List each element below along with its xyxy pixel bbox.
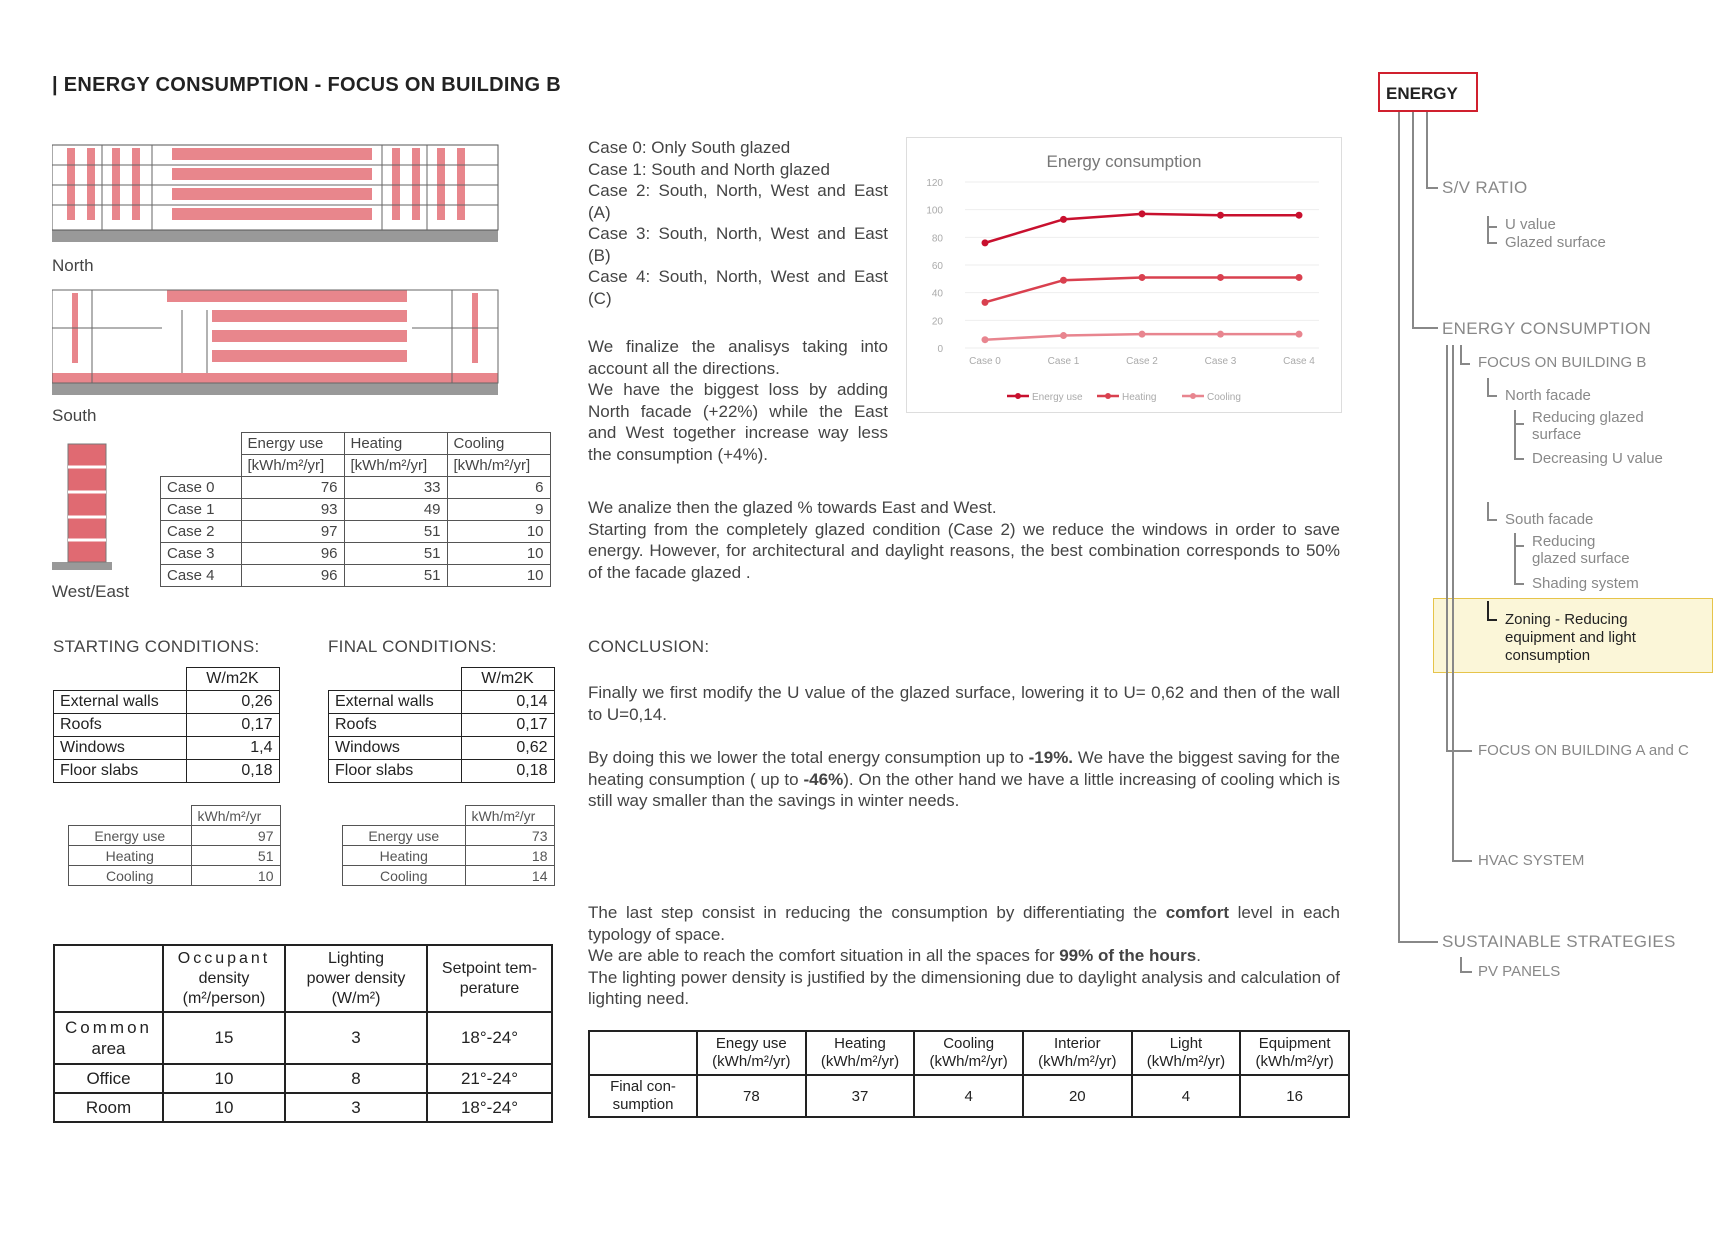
tree-south-reducing[interactable]: Reducing glazed surface — [1532, 533, 1630, 567]
row-label: External walls — [54, 691, 187, 714]
tree-energy-consumption[interactable]: ENERGY CONSUMPTION — [1442, 319, 1652, 338]
westeast-facade-drawing — [52, 442, 112, 572]
tree-u-value[interactable]: U value — [1505, 216, 1556, 233]
table-row — [329, 691, 555, 714]
chart-series-line — [985, 277, 1299, 302]
final-consumption-table — [588, 1030, 1350, 1118]
table-row — [54, 714, 280, 737]
chart-point — [1139, 274, 1146, 281]
chart-xtick: Case 0 — [969, 356, 1001, 367]
case-value: 96 — [241, 543, 344, 565]
case-value: 49 — [344, 499, 447, 521]
starting-table — [53, 667, 280, 783]
table-row — [69, 846, 281, 866]
case-value: 10 — [447, 543, 550, 565]
case-value: 96 — [241, 565, 344, 587]
row-value: 0,17 — [461, 714, 554, 737]
row-label: Common area — [54, 1012, 163, 1064]
chart-point — [1139, 210, 1146, 217]
chart-point — [1296, 331, 1303, 338]
chart-xtick: Case 3 — [1204, 356, 1237, 367]
table-row — [343, 826, 555, 846]
chart-point — [1060, 216, 1067, 223]
row-value: 18°-24° — [427, 1012, 552, 1064]
row-value: 78 — [697, 1075, 806, 1117]
row-value: 20 — [1023, 1075, 1132, 1117]
tree-sustainable[interactable]: SUSTAINABLE STRATEGIES — [1442, 932, 1676, 951]
chart-xtick: Case 4 — [1283, 356, 1315, 367]
final-table — [328, 667, 555, 783]
case-name: Case 0 — [161, 477, 242, 499]
case-value: 6 — [447, 477, 550, 499]
case-table — [160, 432, 551, 587]
chart-ytick: 40 — [931, 288, 943, 300]
row-label: Heating — [343, 846, 466, 866]
case-table-header: Heating — [344, 433, 447, 455]
row-value: 0,26 — [186, 691, 279, 714]
tree-focus-b[interactable]: FOCUS ON BUILDING B — [1478, 354, 1647, 371]
case-value: 10 — [447, 565, 550, 587]
comfort-text: The last step consist in reducing the consumption by differentiating the comfort level in each typology of space. We are able to reach the comfort situation in all the spaces for 99% of the hours. The lighting power density is justified by the dimensioning due to daylight analysis and calculation of lighting need. — [588, 903, 1340, 1008]
case-line: Case 4: South, North, West and East (C) — [588, 267, 888, 308]
table-row — [161, 565, 551, 587]
row-value: 97 — [191, 826, 280, 846]
row-label: Floor slabs — [54, 760, 187, 783]
analysis-text — [588, 336, 888, 465]
row-value: 21°-24° — [427, 1064, 552, 1093]
tree-zoning[interactable]: Zoning - Reducing equipment and light consumption — [1505, 611, 1636, 664]
table-row — [54, 737, 280, 760]
chart-point — [982, 336, 989, 343]
row-label: Windows — [54, 737, 187, 760]
final-header: Cooling (kWh/m²/yr) — [914, 1031, 1023, 1075]
table-row — [343, 846, 555, 866]
row-value: 0,14 — [461, 691, 554, 714]
row-label: Roofs — [54, 714, 187, 737]
row-label: Windows — [329, 737, 462, 760]
case-name: Case 1 — [161, 499, 242, 521]
chart-title: Energy consumption — [1046, 152, 1202, 171]
unit-header: kWh/m²/yr — [465, 806, 554, 826]
chart-xtick: Case 2 — [1126, 356, 1158, 367]
row-label: Cooling — [69, 866, 192, 886]
tree-hvac[interactable]: HVAC SYSTEM — [1478, 852, 1585, 869]
case-line: Case 0: Only South glazed — [588, 138, 791, 157]
chart-ytick: 0 — [937, 344, 943, 355]
tree-reducing-glazed[interactable]: Reducing glazed surface — [1532, 409, 1644, 443]
tree-shading-system[interactable]: Shading system — [1532, 575, 1639, 592]
chart-point — [982, 239, 989, 246]
conclusion-heading: CONCLUSION: — [588, 637, 710, 656]
table-row — [161, 521, 551, 543]
chart-point — [1296, 212, 1303, 219]
chart-point — [982, 299, 989, 306]
row-value: 0,18 — [186, 760, 279, 783]
table-row — [343, 866, 555, 886]
analysis-p2: We have the biggest loss by adding North facade (+22%) while the East and West together increase way less the consumption (+4%). — [588, 380, 888, 464]
row-label: Room — [54, 1093, 163, 1122]
table-row — [69, 866, 281, 886]
analysis-p1: We finalize the analisys taking into account all the directions. — [588, 337, 888, 378]
row-label: External walls — [329, 691, 462, 714]
conclusion-p2: By doing this we lower the total energy consumption up to -19%. We have the biggest saving for the heating consumption ( up to -46%). On the other hand we have a little increasing of cooling which is still way smaller than the savings in winter needs. — [588, 748, 1340, 810]
north-facade-drawing — [52, 140, 502, 250]
occupancy-header: Occupant density (m²/person) — [163, 945, 285, 1012]
row-value: 10 — [163, 1064, 285, 1093]
tree-decreasing-u[interactable]: Decreasing U value — [1532, 450, 1663, 467]
unit-header: kWh/m²/yr — [191, 806, 280, 826]
cases-description — [588, 137, 888, 309]
case-value: 51 — [344, 521, 447, 543]
case-value: 10 — [447, 521, 550, 543]
occupancy-header: Setpoint tem- perature — [427, 945, 552, 1012]
row-label: Office — [54, 1064, 163, 1093]
row-value: 3 — [285, 1093, 427, 1122]
case-table-header: Energy use — [241, 433, 344, 455]
row-value: 14 — [465, 866, 554, 886]
case-value: 76 — [241, 477, 344, 499]
energy-chart — [906, 137, 1342, 413]
tree-root-energy[interactable]: ENERGY — [1378, 72, 1478, 112]
table-row — [54, 1012, 552, 1064]
row-value: 73 — [465, 826, 554, 846]
chart-legend-marker — [1105, 393, 1111, 399]
final-heading: FINAL CONDITIONS: — [328, 637, 497, 656]
row-value: 51 — [191, 846, 280, 866]
row-value: 10 — [163, 1093, 285, 1122]
chart-point — [1060, 332, 1067, 339]
final-header: Interior (kWh/m²/yr) — [1023, 1031, 1132, 1075]
chart-point — [1296, 274, 1303, 281]
row-value: 16 — [1240, 1075, 1349, 1117]
south-label: South — [52, 406, 97, 425]
row-label: Energy use — [343, 826, 466, 846]
row-value: 4 — [914, 1075, 1023, 1117]
occupancy-header: Lighting power density (W/m²) — [285, 945, 427, 1012]
chart-ytick: 100 — [926, 205, 943, 217]
final-header: Heating (kWh/m²/yr) — [806, 1031, 915, 1075]
row-value: 0,18 — [461, 760, 554, 783]
row-value: 0,17 — [186, 714, 279, 737]
chart-ytick: 60 — [931, 261, 943, 272]
case-value: 9 — [447, 499, 550, 521]
case-line: Case 2: South, North, West and East (A) — [588, 181, 888, 222]
chart-legend-label: Energy use — [1032, 392, 1083, 403]
table-row — [329, 760, 555, 783]
table-row — [589, 1075, 1349, 1117]
tree-focus-ac[interactable]: FOCUS ON BUILDING A and C — [1478, 742, 1689, 759]
tree-south-facade[interactable]: South facade — [1505, 511, 1594, 528]
table-row — [54, 1093, 552, 1122]
chart-series-line — [985, 214, 1299, 243]
case-value: 93 — [241, 499, 344, 521]
table-row — [54, 1064, 552, 1093]
chart-legend-marker — [1015, 393, 1021, 399]
row-label: Roofs — [329, 714, 462, 737]
row-label: Floor slabs — [329, 760, 462, 783]
case-value: 51 — [344, 543, 447, 565]
table-row — [161, 543, 551, 565]
row-value: 10 — [191, 866, 280, 886]
row-value: 18°-24° — [427, 1093, 552, 1122]
chart-point — [1217, 331, 1224, 338]
table-row — [161, 477, 551, 499]
table-row — [329, 737, 555, 760]
chart-plot — [907, 138, 1341, 412]
case-line: Case 1: South and North glazed — [588, 159, 830, 179]
occupancy-table — [53, 944, 553, 1123]
table-row — [69, 826, 281, 846]
chart-point — [1217, 212, 1224, 219]
chart-point — [1217, 274, 1224, 281]
case-value: 33 — [344, 477, 447, 499]
conclusion-p1: Finally we first modify the U value of the glazed surface, lowering it to U= 0,62 and then of the wall to U=0,14. — [588, 683, 1340, 724]
final-header: Light (kWh/m²/yr) — [1132, 1031, 1241, 1075]
westeast-label: West/East — [52, 582, 130, 601]
chart-legend-label: Heating — [1122, 392, 1157, 403]
row-label: Heating — [69, 846, 192, 866]
tree-glazed-surface[interactable]: Glazed surface — [1505, 234, 1606, 251]
chart-legend-label: Cooling — [1207, 392, 1241, 403]
case-line: Case 3: South, North, West and East (B) — [588, 224, 888, 265]
row-value: 0,62 — [461, 737, 554, 760]
case-table-unit: [kWh/m²/yr] — [447, 455, 550, 477]
chart-ytick: 120 — [926, 178, 943, 189]
row-value: 8 — [285, 1064, 427, 1093]
table-row — [54, 760, 280, 783]
row-value: 4 — [1132, 1075, 1241, 1117]
north-label: North — [52, 256, 94, 275]
tree-north-facade[interactable]: North facade — [1505, 387, 1591, 404]
row-value: 15 — [163, 1012, 285, 1064]
glazed-p1: We analize then the glazed % towards East and West. — [588, 498, 997, 517]
table-row — [329, 714, 555, 737]
chart-xtick: Case 1 — [1047, 356, 1080, 367]
case-value: 51 — [344, 565, 447, 587]
final-header: Enegy use (kWh/m²/yr) — [697, 1031, 806, 1075]
unit-header: W/m2K — [186, 668, 279, 691]
chart-ytick: 20 — [931, 316, 943, 328]
table-row — [54, 691, 280, 714]
tree-sv-ratio[interactable]: S/V RATIO — [1442, 178, 1528, 197]
case-value: 97 — [241, 521, 344, 543]
table-row — [161, 499, 551, 521]
south-facade-drawing — [52, 288, 502, 403]
chart-legend-marker — [1190, 393, 1196, 399]
row-value: 37 — [806, 1075, 915, 1117]
glazed-p2: Starting from the completely glazed condition (Case 2) we reduce the windows in order to save energy. However, for architectural and daylight reasons, the best combination corresponds to 50% of the facade glazed . — [588, 519, 1340, 582]
row-value: 18 — [465, 846, 554, 866]
chart-point — [1139, 331, 1146, 338]
final-header: Equipment (kWh/m²/yr) — [1240, 1031, 1349, 1075]
row-value: 3 — [285, 1012, 427, 1064]
case-table-header: Cooling — [447, 433, 550, 455]
starting-heading: STARTING CONDITIONS: — [53, 637, 260, 656]
starting-energy-table — [68, 805, 281, 886]
case-name: Case 3 — [161, 543, 242, 565]
tree-pv-panels[interactable]: PV PANELS — [1478, 963, 1561, 980]
row-label: Cooling — [343, 866, 466, 886]
chart-ytick: 80 — [931, 233, 943, 245]
row-label: Energy use — [69, 826, 192, 846]
row-value: 1,4 — [186, 737, 279, 760]
row-label: Final con- sumption — [589, 1075, 697, 1117]
chart-point — [1060, 277, 1067, 284]
case-name: Case 4 — [161, 565, 242, 587]
glazed-text — [588, 497, 1340, 583]
case-name: Case 2 — [161, 521, 242, 543]
unit-header: W/m2K — [461, 668, 554, 691]
page-title: | ENERGY CONSUMPTION - FOCUS ON BUILDING B — [52, 74, 561, 96]
case-table-unit: [kWh/m²/yr] — [344, 455, 447, 477]
case-table-unit: [kWh/m²/yr] — [241, 455, 344, 477]
final-energy-table — [342, 805, 555, 886]
